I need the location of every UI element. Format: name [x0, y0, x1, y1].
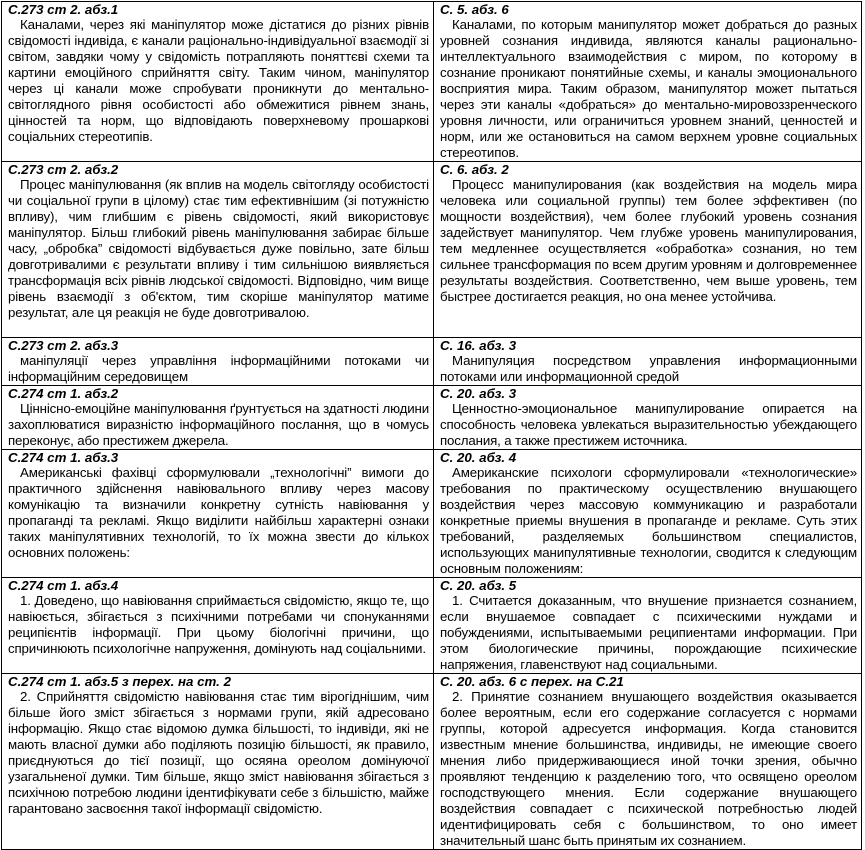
table-row — [2, 450, 862, 578]
table-row — [2, 162, 862, 338]
table-row — [2, 674, 862, 850]
right-citation: С. 6. абз. 2 — [440, 162, 509, 177]
left-paragraph: Процес маніпулювання (як вплив на модель світогляду особистості чи соціальної групи в цілому) стає тим ефективнішим (зі потужністю впливу), чим глибшим є рівень свідомості, який використовує маніпулятор. Більш глибокий рівень маніпулювання забирає більше часу, „обробка” свідомості відбувається дуже повільно, зате більш довготривалими є результати впливу і тим сильнішою виявляється трансформація всіх рівнів людської свідомості. Відповідно, чим вище рівень взаємодії з об'єктом, тим скоріше маніпулятор матиме результат, але ця реакція не буде довготривалою. — [8, 177, 429, 320]
right-cell — [434, 674, 862, 850]
comparison-table — [1, 1, 862, 850]
right-paragraph: Процесс манипулирования (как воздействия на модель мира человека или социальной группы) тем более эффективен (по мощности воздействия), чем более глубокий уровень сознания задействует манипулятор. Чем глубже уровень манипулирования, тем медленнее осуществляется «обработка» сознания, но тем сильнее трансформация по всем другим уровням и долговременнее результаты воздействия. Соответственно, чем выше уровень, тем быстрее достигается реакция, но она менее устойчива. — [440, 177, 857, 304]
right-paragraph: Американские психологи сформулировали «технологические» требования по практическому осуществлению внушающего воздействия через массовую коммуникацию и разработали конкретные приемы внушения в пропаганде и рекламе. Суть этих требований, разделяемых большинством специалистов, использующих манипулятивные технологии, сводится к следующим основным положениям: — [440, 465, 857, 576]
right-citation: С. 20. абз. 4 — [440, 450, 517, 465]
right-paragraph: Манипуляция посредством управления информационными потоками или информационной средой — [440, 353, 857, 384]
right-paragraph: 2. Принятие сознанием внушающего воздействия оказывается более вероятным, если его содержание согласуется с нормами группы, которой адресуется информация. Когда становится известным мнение большинства, индивиды, не имеющие своего мнения либо придерживающиеся иной точки зрения, обычно проявляют тенденцию к разделению того, что освящено ореолом господствующего мнения. Если содержание внушающего воздействия совпадает с психической потребностью людей идентифицировать себя с большинством, то оно имеет значительный шанс быть принятым их сознанием. — [440, 689, 857, 848]
right-cell — [434, 578, 862, 674]
right-paragraph: Каналами, по которым манипулятор может добраться до разных уровней сознания индивида, являются каналы рационально-интеллектуального взаимодействия с миром, по которому в сознание проникают понятийные схемы, и каналы эмоционального восприятия мира. Таким образом, манипулятор может пытаться через эти каналы «добраться» до ментально-мировоззренческого уровня личности, или ограничиться уровнем знаний, ценностей и норм, или же остановиться на самом верхнем уровне социальных стереотипов. — [440, 17, 857, 160]
right-citation: С. 5. абз. 6 — [440, 2, 509, 17]
left-citation: С.274 ст 1. абз.3 — [8, 450, 119, 465]
right-citation: С. 16. абз. 3 — [440, 338, 517, 353]
right-cell — [434, 2, 862, 162]
left-citation: С.273 ст 2. абз.3 — [8, 338, 119, 353]
table-row — [2, 2, 862, 162]
left-citation: С.274 ст 1. абз.4 — [8, 578, 119, 593]
left-paragraph: Американські фахівці сформулювали „технологічні” вимоги до практичного здійснення навіювального впливу через масову комунікацію та визначили конкретну сутність навіювання у пропаганді та рекламі. Якщо виділити найбільш характерні ознаки таких маніпулятивних технологій, то їх можна звести до кількох основних положень: — [8, 465, 429, 560]
left-cell — [2, 162, 434, 338]
left-cell — [2, 338, 434, 386]
left-cell — [2, 674, 434, 850]
left-paragraph: маніпуляції через управління інформаційними потоками чи інформаційним середовищем — [8, 353, 429, 384]
right-citation: С. 20. абз. 5 — [440, 578, 517, 593]
left-cell — [2, 386, 434, 450]
left-cell — [2, 2, 434, 162]
right-citation: С. 20. абз. 3 — [440, 386, 517, 401]
right-cell — [434, 450, 862, 578]
right-cell — [434, 338, 862, 386]
left-paragraph: 1. Доведено, що навіювання сприймається свідомістю, якщо те, що навіюється, збігається з психічними потребами чи спонуканнями реципієнтів інформації. При цьому біологічні причини, що спричинюють психологічне напруження, домінують над соціальними. — [8, 593, 429, 656]
left-cell — [2, 450, 434, 578]
left-paragraph: Каналами, через які маніпулятор може дістатися до різних рівнів свідомості індивіда, є канали раціонально-індивідуальної взаємодії зі світом, завдяки чому у свідомість потрапляють поняттєві схеми та картини емоційного сприйняття світу. Таким чином, маніпулятор через ці канали може спробувати проникнути до ментально-світоглядного рівня особистості або обмежитися рівнем знань, цінностей та норм, що відповідають поверхневому прошарковi соціальних стереотипів. — [8, 17, 429, 144]
left-paragraph: Ціннісно-емоційне маніпулювання ґрунтується на здатності людини захоплюватися виразністю інформаційного послання, що в чомусь переконує, або престижем джерела. — [8, 401, 429, 448]
table-row — [2, 386, 862, 450]
left-paragraph: 2. Сприйняття свідомістю навіювання стає тим вірогіднішим, чим більше його зміст збігається з нормами групи, якій адресовано інформацію. Якщо стає відомою думка більшості, то індивіди, які не мають власної думки або поділяють позицію більшості, як правило, приєднуються до тієї позиції, що осяяна ореолом домінуючої узагальненої думки. Тим більше, якщо зміст навіювання збігається з психічною потребою людини ідентифікувати себе з більшістю, майже гарантовано засвоєння такої інформації свідомістю. — [8, 689, 429, 816]
table-row — [2, 578, 862, 674]
right-citation: С. 20. абз. 6 с перех. на С.21 — [440, 674, 624, 689]
left-citation: С.273 ст 2. абз.2 — [8, 162, 119, 177]
left-citation: С.274 ст 1. абз.5 з перех. на ст. 2 — [8, 674, 231, 689]
left-citation: С.274 ст 1. абз.2 — [8, 386, 119, 401]
left-citation: С.273 ст 2. абз.1 — [8, 2, 119, 17]
right-cell — [434, 162, 862, 338]
left-cell — [2, 578, 434, 674]
right-cell — [434, 386, 862, 450]
table-row — [2, 338, 862, 386]
right-paragraph: Ценностно-эмоциональное манипулирование опирается на способность человека увлекаться выразительностью убеждающего послания, а также престижем источника. — [440, 401, 857, 448]
right-paragraph: 1. Считается доказанным, что внушение признается сознанием, если внушаемое совпадает с психическими нуждами и побуждениями, испытываемыми реципиентами информации. При этом биологические причины, порождающие психические напряжения, главенствуют над социальными. — [440, 593, 857, 672]
